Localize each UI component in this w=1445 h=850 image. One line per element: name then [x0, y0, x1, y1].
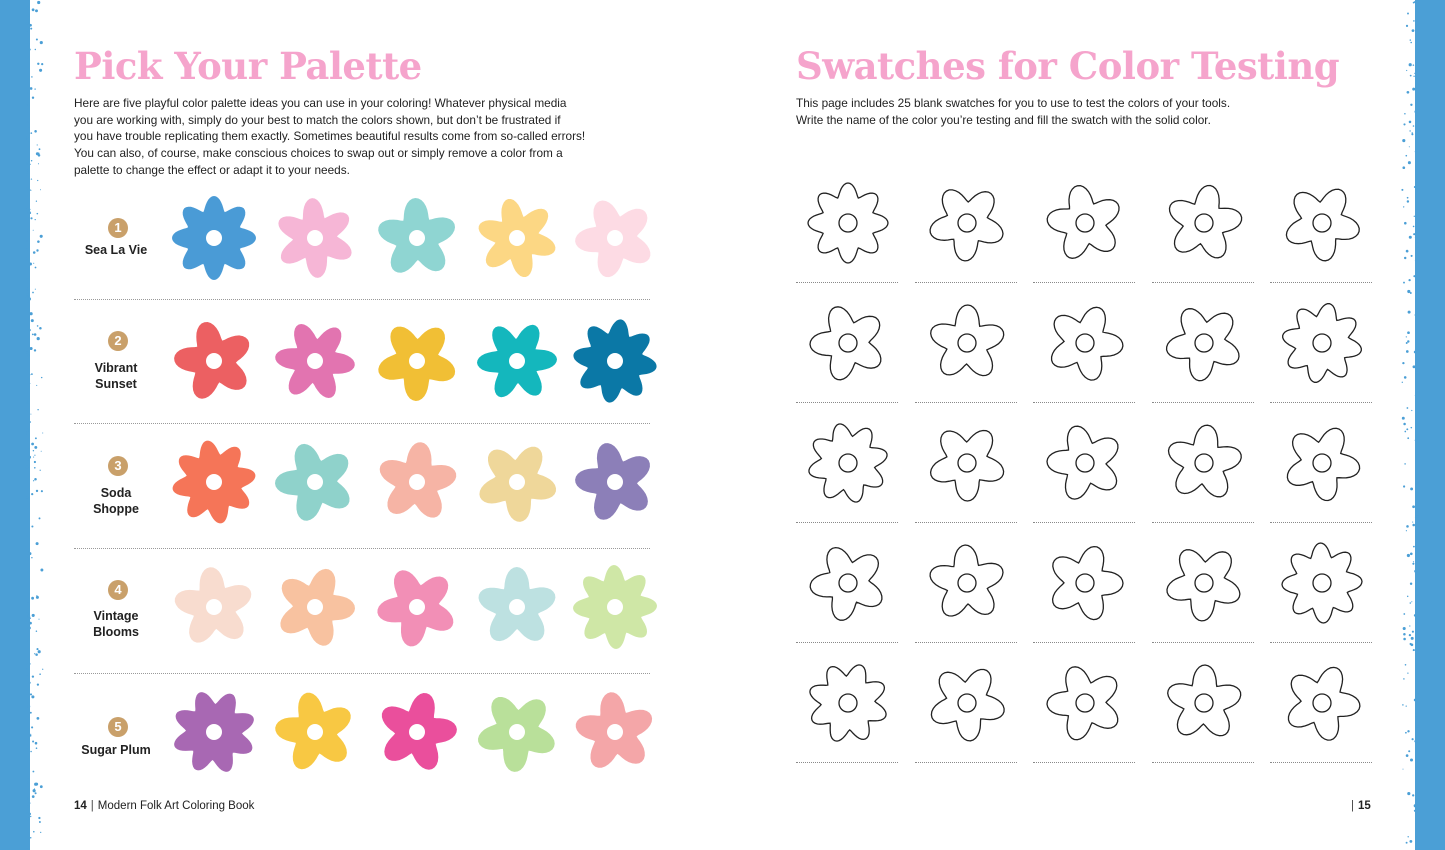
palette-number-badge: 2 — [108, 331, 128, 351]
palette-flower-swatch — [169, 562, 259, 652]
color-swatch — [796, 283, 898, 403]
palette-name — [74, 361, 158, 392]
left-page-intro — [74, 95, 644, 179]
page-number: 15 — [1358, 800, 1371, 812]
palette-name — [74, 243, 158, 259]
palette-flower-swatch — [570, 193, 660, 283]
intro-line: palette to change the effect or adapt it to your needs. — [74, 162, 350, 177]
color-swatch — [915, 643, 1017, 763]
color-swatch — [1270, 643, 1372, 763]
palette-flower-swatch — [472, 193, 562, 283]
blank-flower-outline — [1276, 297, 1368, 389]
palette-name — [74, 609, 158, 640]
color-swatch — [1152, 643, 1254, 763]
color-swatch — [796, 643, 898, 763]
blank-flower-outline — [921, 537, 1013, 629]
right-page-footer: | 15 — [1351, 800, 1371, 812]
palette-flower-swatch — [372, 562, 462, 652]
palette-flower-swatch — [570, 316, 660, 406]
palette-flower-swatch — [472, 562, 562, 652]
blank-flower-outline — [802, 417, 894, 509]
left-page-title: Pick Your Palette — [74, 44, 422, 88]
blank-flower-outline — [802, 657, 894, 749]
palette-divider — [74, 423, 650, 424]
palette-flower-swatch — [270, 437, 360, 527]
palette-name-line: Shoppe — [93, 501, 139, 516]
palette-flower-swatch — [270, 193, 360, 283]
blank-flower-outline — [1039, 417, 1131, 509]
blank-flower-outline — [1276, 537, 1368, 629]
color-swatch — [1270, 163, 1372, 283]
palette-row — [74, 425, 650, 549]
palette-number-badge: 4 — [108, 580, 128, 600]
color-swatch — [1033, 283, 1135, 403]
blank-flower-outline — [802, 177, 894, 269]
blank-flower-outline — [802, 297, 894, 389]
palette-name-line: Sugar Plum — [81, 743, 151, 757]
color-name-line — [1270, 762, 1372, 763]
palette-name-line: Sunset — [95, 376, 137, 391]
blank-flower-outline — [1039, 177, 1131, 269]
color-swatch — [796, 163, 898, 283]
intro-line: Here are five playful color palette ideas you can use in your coloring! Whatever physical media — [74, 96, 567, 110]
color-swatch — [1033, 403, 1135, 523]
color-swatch — [1270, 283, 1372, 403]
blank-flower-outline — [921, 297, 1013, 389]
blank-flower-outline — [921, 177, 1013, 269]
color-swatch — [796, 523, 898, 643]
swatch-grid — [796, 163, 1372, 778]
right-page-intro — [796, 95, 1376, 128]
blank-flower-outline — [921, 657, 1013, 749]
blank-flower-outline — [1039, 537, 1131, 629]
palette-name — [74, 743, 158, 759]
palette-name-line: Vintage — [93, 609, 139, 623]
palette-flower-swatch — [570, 437, 660, 527]
intro-line: Write the name of the color you’re testing and fill the swatch with the solid color. — [796, 112, 1211, 127]
palette-name-line: Vibrant — [94, 361, 138, 375]
left-page-footer: 14 | Modern Folk Art Coloring Book — [74, 800, 255, 812]
blank-flower-outline — [1039, 297, 1131, 389]
palette-flower-swatch — [372, 687, 462, 777]
color-swatch — [1152, 163, 1254, 283]
palette-flower-swatch — [472, 437, 562, 527]
palette-name-line: Blooms — [93, 624, 139, 639]
palette-number-badge: 5 — [108, 717, 128, 737]
color-swatch — [915, 403, 1017, 523]
color-swatch — [1152, 283, 1254, 403]
color-name-line — [796, 762, 898, 763]
page-number: 14 — [74, 800, 87, 812]
blank-flower-outline — [1158, 657, 1250, 749]
palette-flower-swatch — [169, 193, 259, 283]
blank-flower-outline — [1276, 177, 1368, 269]
color-swatch — [1033, 163, 1135, 283]
color-name-line — [1033, 762, 1135, 763]
book-title: Modern Folk Art Coloring Book — [97, 800, 255, 812]
color-swatch — [915, 523, 1017, 643]
color-name-line — [1152, 762, 1254, 763]
blank-flower-outline — [1276, 417, 1368, 509]
blank-flower-outline — [921, 417, 1013, 509]
palette-number-badge: 1 — [108, 218, 128, 238]
color-swatch — [1270, 403, 1372, 523]
palette-flower-swatch — [372, 437, 462, 527]
palette-flower-swatch — [270, 687, 360, 777]
intro-line: you are working with, simply do your best to match the colors shown, but don’t be frustrated if — [74, 112, 561, 127]
blank-flower-outline — [1158, 297, 1250, 389]
right-page-title: Swatches for Color Testing — [796, 44, 1340, 88]
palette-flower-swatch — [169, 316, 259, 406]
blank-flower-outline — [802, 537, 894, 629]
palette-flower-swatch — [270, 316, 360, 406]
blank-flower-outline — [1158, 177, 1250, 269]
palette-flower-swatch — [169, 687, 259, 777]
color-name-line — [915, 762, 1017, 763]
palette-name — [74, 486, 158, 517]
color-swatch — [1152, 403, 1254, 523]
palette-flower-swatch — [570, 562, 660, 652]
palette-flower-swatch — [472, 687, 562, 777]
color-swatch — [1033, 643, 1135, 763]
palette-flower-swatch — [570, 687, 660, 777]
palette-row — [74, 674, 650, 784]
intro-line: You can also, of course, make conscious choices to swap out or simply remove a color from a — [74, 146, 563, 161]
palette-row — [74, 176, 650, 300]
color-swatch — [796, 403, 898, 523]
palette-divider — [74, 548, 650, 549]
blank-flower-outline — [1158, 537, 1250, 629]
color-swatch — [1033, 523, 1135, 643]
color-swatch — [1152, 523, 1254, 643]
palette-name-line: Sea La Vie — [84, 243, 148, 257]
palette-flower-swatch — [270, 562, 360, 652]
color-swatch — [915, 283, 1017, 403]
palette-row — [74, 550, 650, 674]
palette-name-line: Soda — [100, 486, 132, 500]
intro-line: This page includes 25 blank swatches for you to use to test the colors of your tools. — [796, 96, 1231, 110]
blank-flower-outline — [1158, 417, 1250, 509]
color-swatch — [1270, 523, 1372, 643]
palette-flower-swatch — [372, 316, 462, 406]
palette-flower-swatch — [372, 193, 462, 283]
palette-flower-swatch — [472, 316, 562, 406]
palette-flower-swatch — [169, 437, 259, 527]
color-swatch — [915, 163, 1017, 283]
palette-number-badge: 3 — [108, 456, 128, 476]
palette-row — [74, 300, 650, 424]
intro-line: you have trouble replicating them exactly. Sometimes beautiful results come from so-called errors! — [74, 129, 586, 144]
blank-flower-outline — [1276, 657, 1368, 749]
blank-flower-outline — [1039, 657, 1131, 749]
